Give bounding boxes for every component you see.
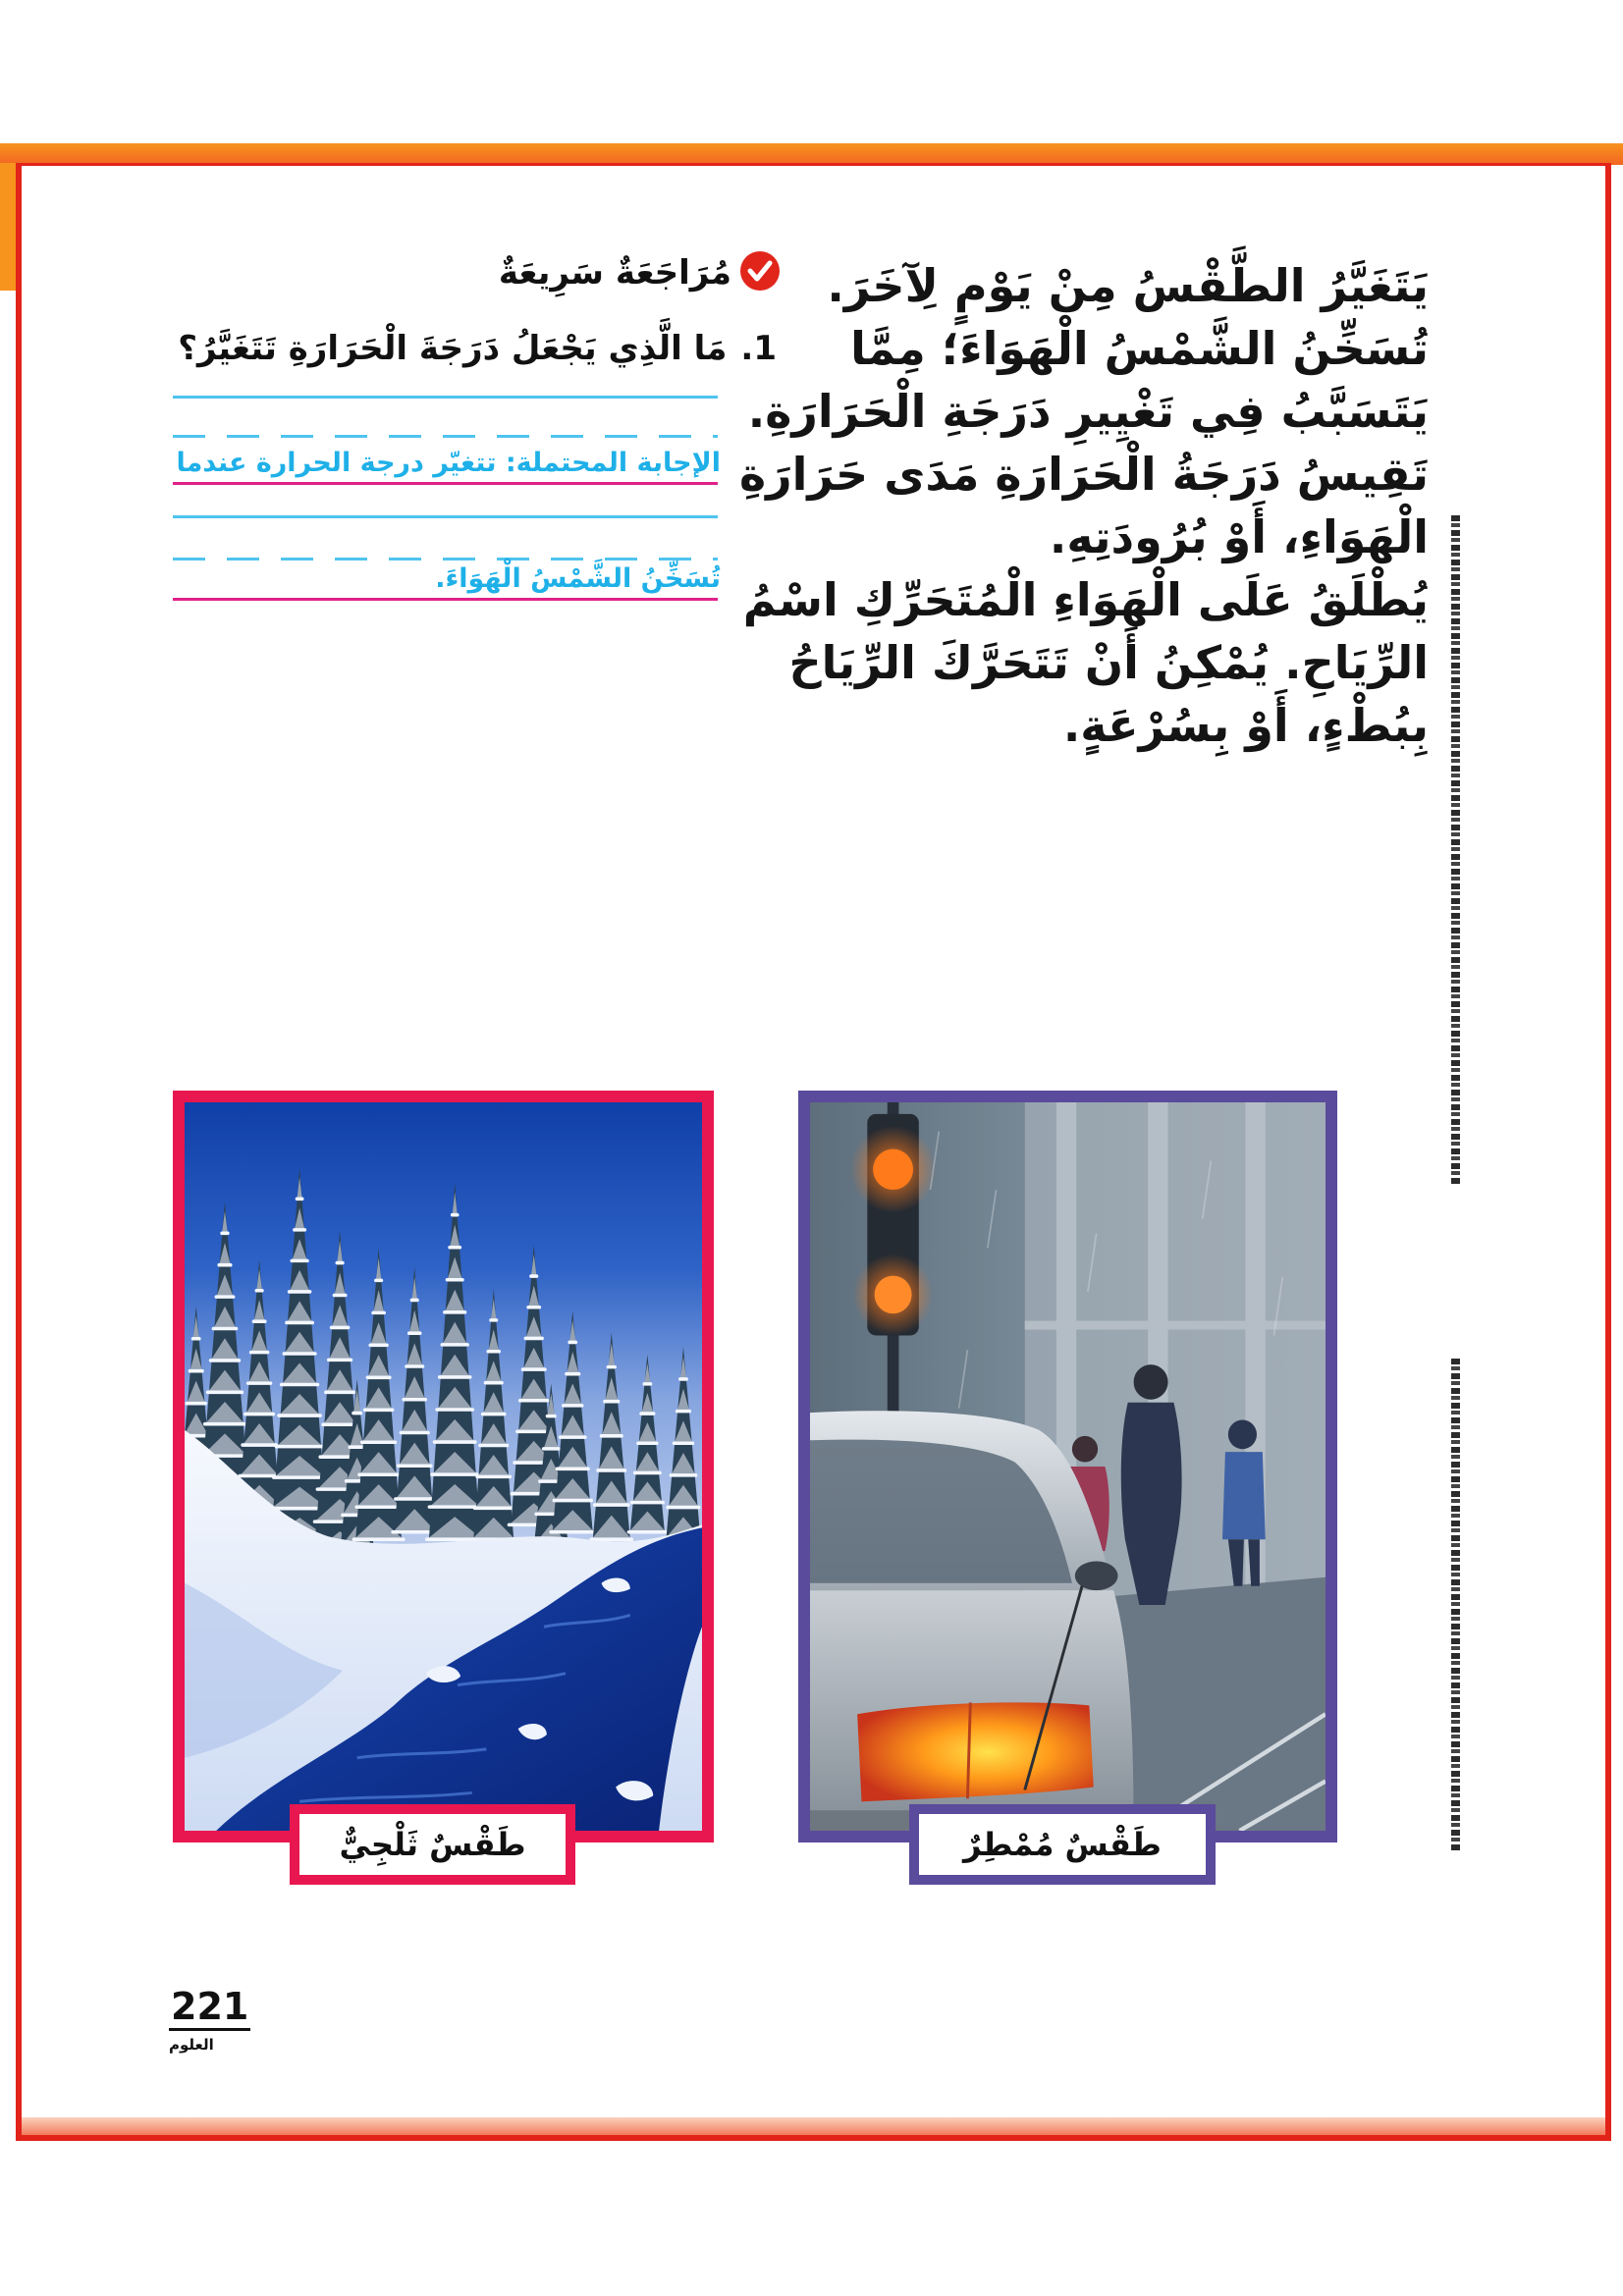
left-color-tab [0,163,16,291]
review-question [178,324,777,373]
credits-fine-print [1451,1359,1460,1852]
question-text: مَا الَّذِي يَجْعَلُ دَرَجَةَ الْحَرَارَةِ تَتَغَيَّرُ؟ [178,329,728,368]
lesson-line: الْهَوَاءِ، أَوْ بُرُودَتِهِ. [1049,510,1429,563]
snow-photo-caption: طَقْسٌ ثَلْجِيٌّ [290,1804,575,1885]
traffic-light-bottom [875,1276,912,1314]
rain-photo-caption: طَقْسٌ مُمْطِرٌ [909,1804,1216,1885]
pedestrian-head [1134,1364,1168,1400]
snow-photo-frame [173,1091,714,1842]
lesson-line: تَقِيسُ دَرَجَةُ الْحَرَارَةِ مَدَى حَرَارَةِ [739,448,1429,501]
lesson-line: الرِّيَاحِ. يُمْكِنُ أَنْ تَتَحَرَّكَ الرِّيَاحُ [788,636,1429,689]
rain-photo-frame [798,1091,1337,1842]
check-icon [740,251,780,291]
answer-guide-base-line [173,482,718,485]
answer-guide-base-line [173,598,718,601]
answer-line: الإجابة المحتملة: تتغيّر درجة الحرارة عندما [176,448,721,478]
lesson-line: يَتَسَبَّبُ فِي تَغْيِيرِ دَرَجَةِ الْحَرَارَةِ. [747,385,1429,438]
car-tail-light [857,1702,1094,1801]
copyright-fine-print [1451,515,1460,1186]
question-number: 1. [740,329,777,368]
pedestrian-head [1072,1436,1098,1463]
bottom-color-band [22,2117,1605,2135]
pedestrian-body [1222,1452,1266,1539]
answer-guide-dashed-line [173,435,718,438]
lesson-line: يَتَغَيَّرُ الطَّقْسُ مِنْ يَوْمٍ لِآخَرَ. [827,259,1429,312]
lesson-line: بِبُطْءٍ، أَوْ بِسُرْعَةٍ. [1062,699,1429,752]
review-title: مُرَاجَعَةٌ سَرِيعَةٌ [498,253,731,293]
answer-guide-top-line [173,515,718,518]
page-footer-label: العلوم [169,2036,214,2054]
answer-guide-top-line [173,396,718,399]
lesson-line: يُطْلَقُ عَلَى الْهَوَاءِ الْمُتَحَرِّكِ اسْمُ [742,573,1429,626]
page-number: 221 [169,1985,250,2031]
check-icon-circle [740,251,780,291]
answer-line: تُسَخِّنُ الشَّمْسُ الْهَوَاءَ. [435,563,721,594]
snowy-forest-photo [185,1102,702,1831]
lesson-text [741,254,1429,757]
lesson-line: تُسَخِّنُ الشَّمْسُ الْهَوَاءَ؛ مِمَّا [850,322,1429,375]
top-color-band [0,143,1623,165]
traffic-light-top [873,1148,913,1190]
pedestrian-head [1228,1420,1257,1450]
rainy-street-photo [810,1102,1325,1831]
